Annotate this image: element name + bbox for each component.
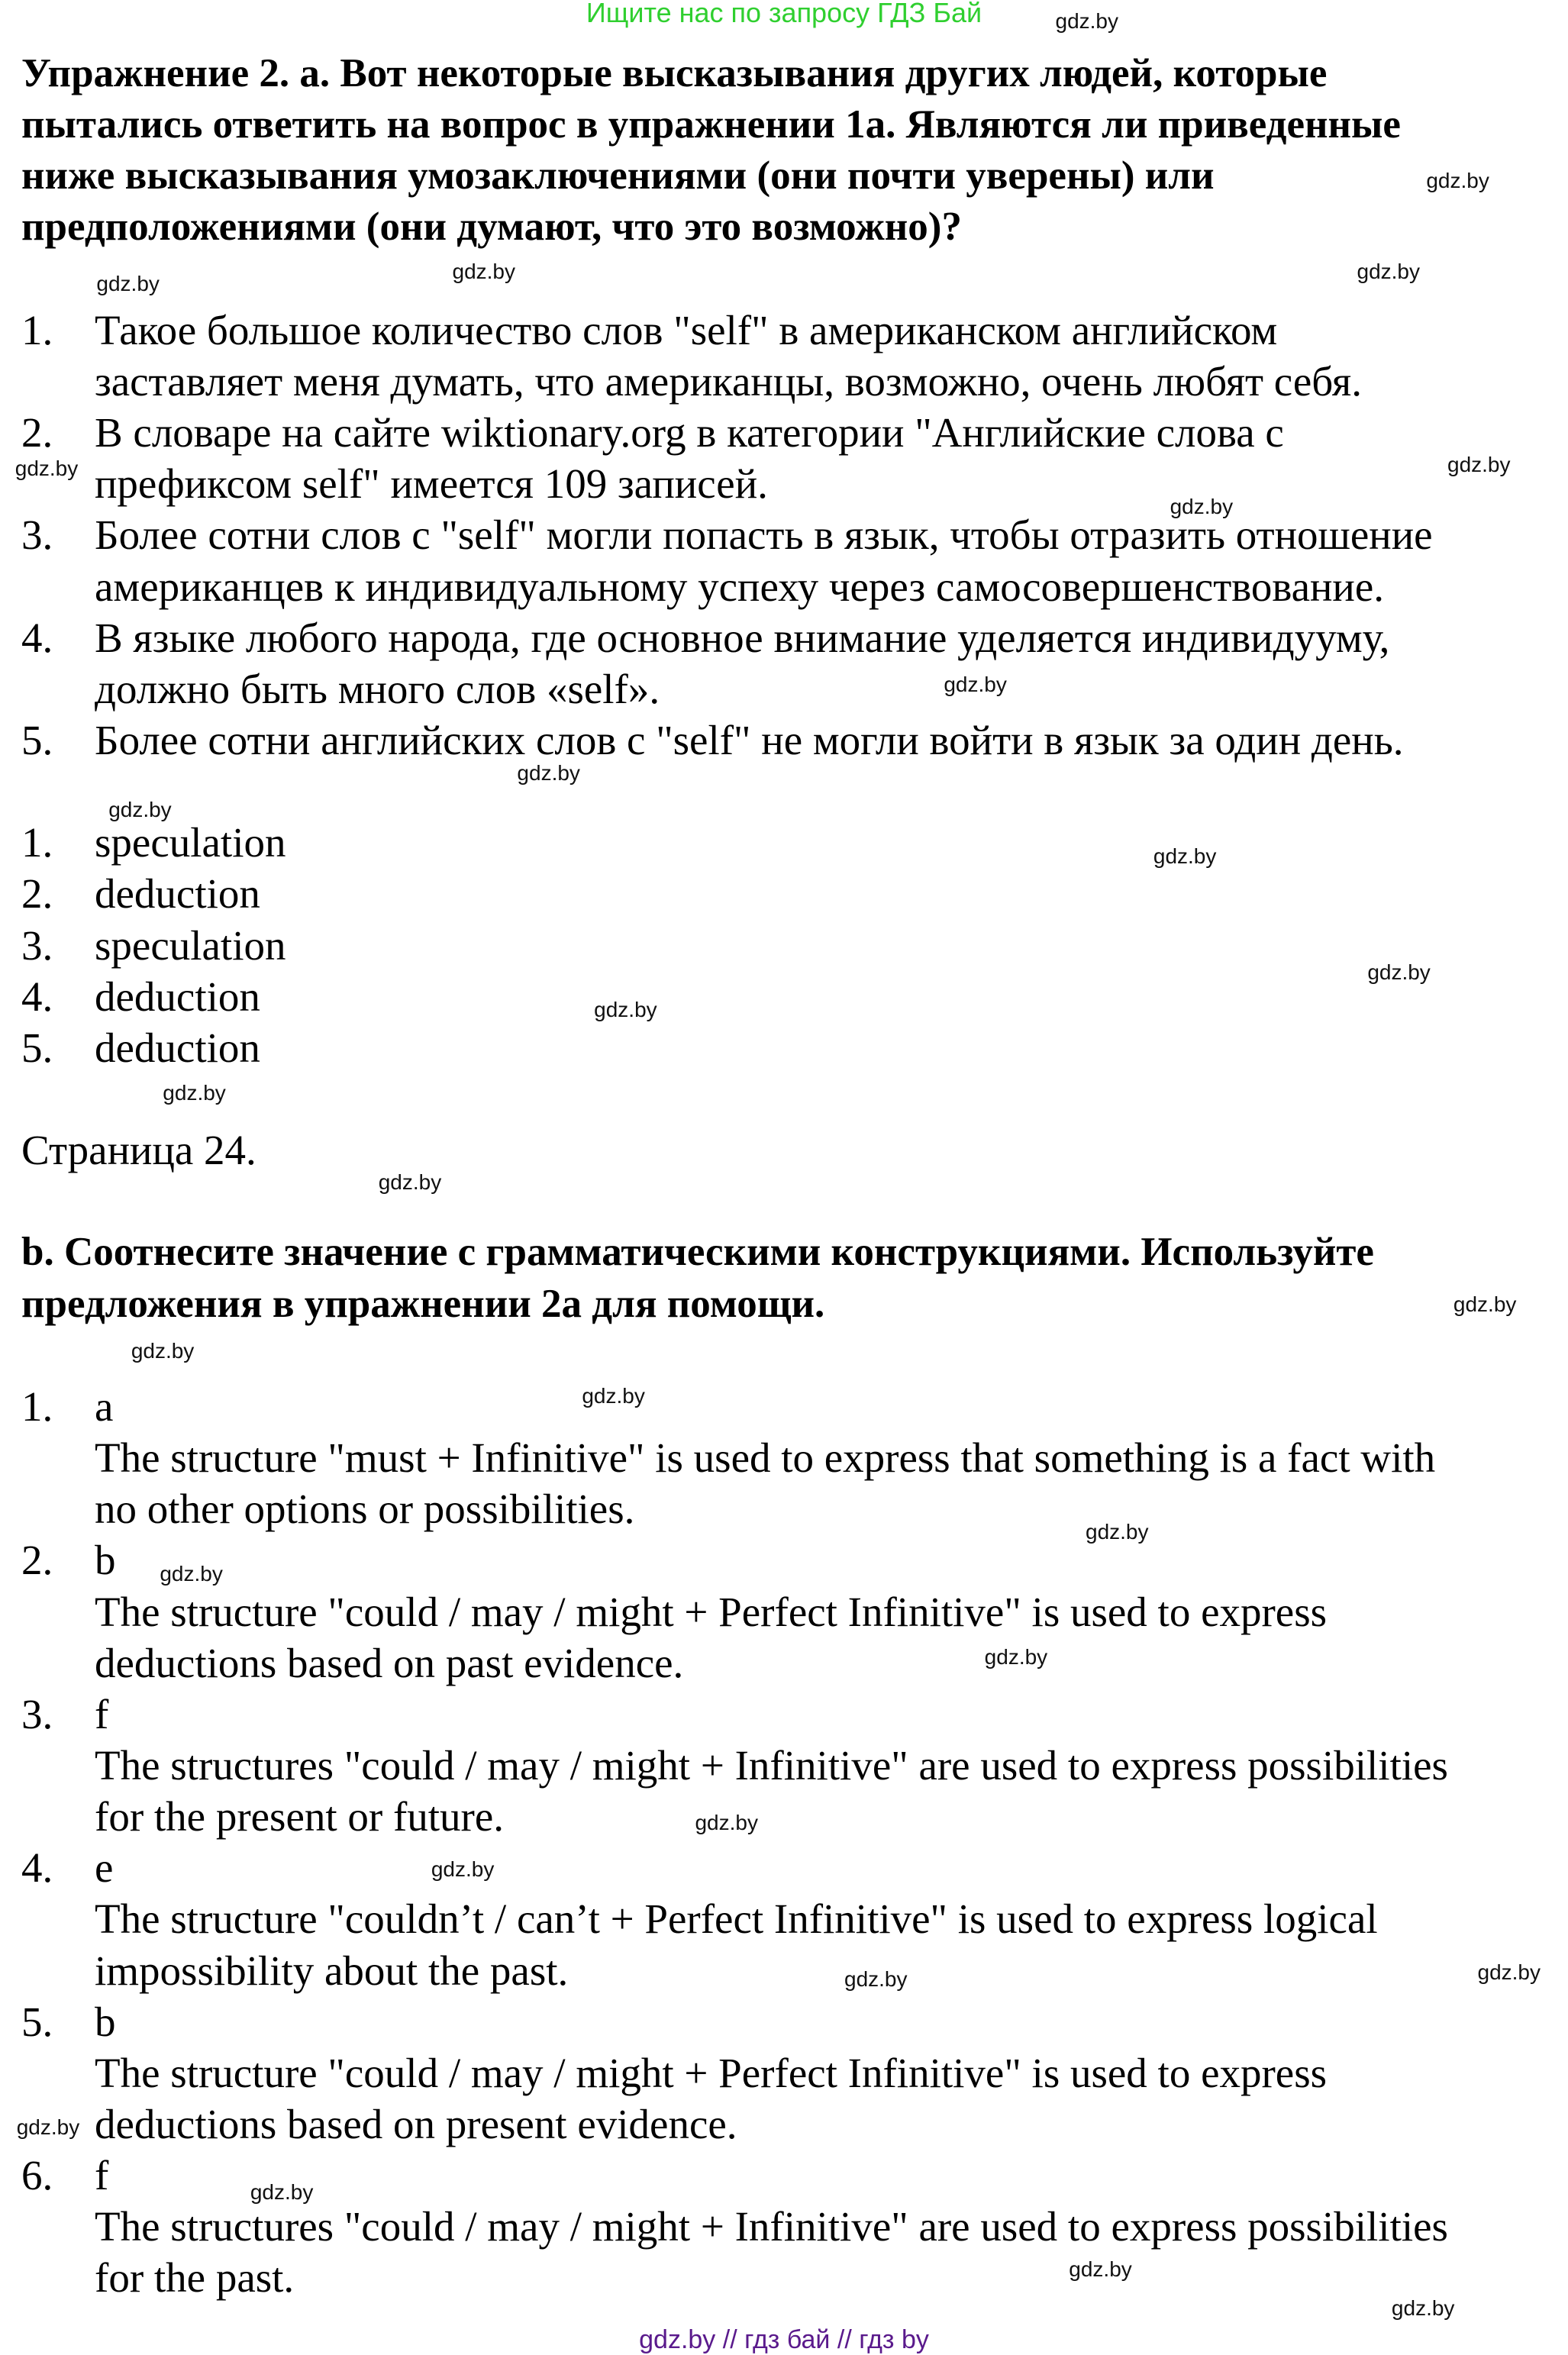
watermark: gdz.by	[1086, 1519, 1149, 1544]
answer-text: speculation	[95, 921, 286, 969]
item-number: 2.	[21, 409, 53, 456]
watermark: gdz.by	[594, 998, 657, 1022]
item-number: 2.	[21, 870, 53, 918]
answer-letter: a	[95, 1382, 114, 1430]
watermark: gdz.by	[431, 1857, 495, 1882]
watermark: gdz.by	[1153, 844, 1217, 868]
item-number: 4.	[21, 1844, 53, 1892]
answer-text: speculation	[95, 819, 286, 866]
statement-text: должно быть много слов «self».	[95, 665, 660, 712]
watermark: gdz.by	[1170, 494, 1234, 518]
explanation-text: The structures "could / may / might + Infinitive" are used to express possibilities	[95, 2203, 1448, 2250]
answer-letter: b	[95, 1998, 116, 2045]
answer-letter: f	[95, 1690, 109, 1737]
watermark: gdz.by	[1357, 259, 1420, 283]
explanation-text: The structure "could / may / might + Perfect Infinitive" is used to express	[95, 1588, 1328, 1635]
heading-text: предположениями (они думают, что это возможно)?	[21, 205, 962, 250]
statement-text: заставляет меня думать, что американцы, возможно, очень любят себя.	[95, 357, 1362, 405]
statement-text: Более сотни английских слов с "self" не могли войти в язык за один день.	[95, 716, 1404, 763]
item-number: 5.	[21, 1998, 53, 2045]
answer-text: deduction	[95, 1024, 260, 1071]
item-number: 3.	[21, 1690, 53, 1737]
item-number: 2.	[21, 1537, 53, 1584]
item-number: 4.	[21, 614, 53, 661]
page-label-text: Страница 24.	[21, 1127, 256, 1174]
watermark: gdz.by	[96, 271, 160, 295]
item-number: 3.	[21, 511, 53, 559]
explanation-text: deductions based on present evidence.	[95, 2101, 737, 2147]
explanation-text: The structure "must + Infinitive" is used to express that something is a fact with	[95, 1434, 1436, 1482]
watermark: gdz.by	[1426, 169, 1489, 193]
explanation-text: The structure "could / may / might + Perfect Infinitive" is used to express	[95, 2049, 1328, 2096]
item-number: 4.	[21, 973, 53, 1020]
statement-text: префиксом self" имеется 109 записей.	[95, 460, 768, 508]
heading-text: пытались ответить на вопрос в упражнении 1а. Являются ли приведенные	[21, 102, 1401, 147]
statement-text: В языке любого народа, где основное внимание уделяется индивидууму,	[95, 614, 1390, 661]
heading-text: b. Соотнесите значение с грамматическими конструкциями. Используйте	[21, 1230, 1374, 1275]
explanation-text: The structure "couldn’t / can’t + Perfect Infinitive" is used to express logical	[95, 1895, 1378, 1943]
watermark: gdz.by	[517, 761, 580, 786]
watermark: gdz.by	[108, 797, 172, 821]
footer-links[interactable]: gdz.by // гдз бай // гдз by	[639, 2325, 929, 2354]
watermark: gdz.by	[695, 1810, 758, 1834]
watermark: gdz.by	[378, 1169, 442, 1194]
watermark: gdz.by	[1447, 452, 1511, 476]
watermark: gdz.by	[131, 1338, 195, 1363]
item-number: 3.	[21, 921, 53, 969]
statement-text: В словаре на сайте wiktionary.org в категории "Английские слова с	[95, 409, 1284, 456]
item-number: 1.	[21, 1382, 53, 1430]
watermark: gdz.by	[1391, 2295, 1455, 2320]
watermark: gdz.by	[984, 1644, 1048, 1669]
watermark: gdz.by	[15, 456, 79, 481]
explanation-text: no other options or possibilities.	[95, 1486, 635, 1533]
watermark: gdz.by	[582, 1384, 645, 1408]
heading-text: Упражнение 2. а. Вот некоторые высказывания других людей, которые	[21, 51, 1328, 95]
heading-text: ниже высказывания умозаключениями (они почти уверены) или	[21, 153, 1215, 198]
watermark: gdz.by	[160, 1562, 223, 1586]
watermark: gdz.by	[1055, 8, 1118, 33]
watermark: gdz.by	[1069, 2257, 1132, 2281]
watermark: gdz.by	[1477, 1960, 1541, 1984]
explanation-text: deductions based on past evidence.	[95, 1639, 684, 1686]
watermark: gdz.by	[452, 259, 515, 283]
watermark: gdz.by	[16, 2115, 80, 2139]
answer-letter: e	[95, 1844, 114, 1892]
search-banner: Ищите нас по запросу ГДЗ Бай	[586, 0, 982, 28]
answer-text: deduction	[95, 870, 260, 918]
item-number: 1.	[21, 306, 53, 353]
statement-text: американцев к индивидуальному успеху через самосовершенствование.	[95, 563, 1385, 610]
watermark: gdz.by	[944, 672, 1007, 696]
item-number: 1.	[21, 819, 53, 866]
explanation-text: The structures "could / may / might + Infinitive" are used to express possibilities	[95, 1741, 1448, 1789]
statement-text: Более сотни слов с "self" могли попасть в язык, чтобы отразить отношение	[95, 511, 1433, 559]
item-number: 5.	[21, 1024, 53, 1071]
item-number: 5.	[21, 716, 53, 763]
watermark: gdz.by	[163, 1081, 226, 1105]
watermark: gdz.by	[1367, 960, 1431, 985]
item-number: 6.	[21, 2152, 53, 2199]
watermark: gdz.by	[1453, 1292, 1517, 1316]
answer-letter: f	[95, 2152, 109, 2199]
explanation-text: for the past.	[95, 2254, 295, 2302]
statement-text: Такое большое количество слов "self" в американском английском	[95, 306, 1278, 353]
answer-letter: b	[95, 1537, 116, 1584]
explanation-text: for the present or future.	[95, 1793, 505, 1840]
watermark: gdz.by	[844, 1967, 908, 1992]
heading-text: предложения в упражнении 2а для помощи.	[21, 1281, 825, 1326]
watermark: gdz.by	[250, 2179, 314, 2204]
answer-text: deduction	[95, 973, 260, 1020]
explanation-text: impossibility about the past.	[95, 1947, 569, 1994]
